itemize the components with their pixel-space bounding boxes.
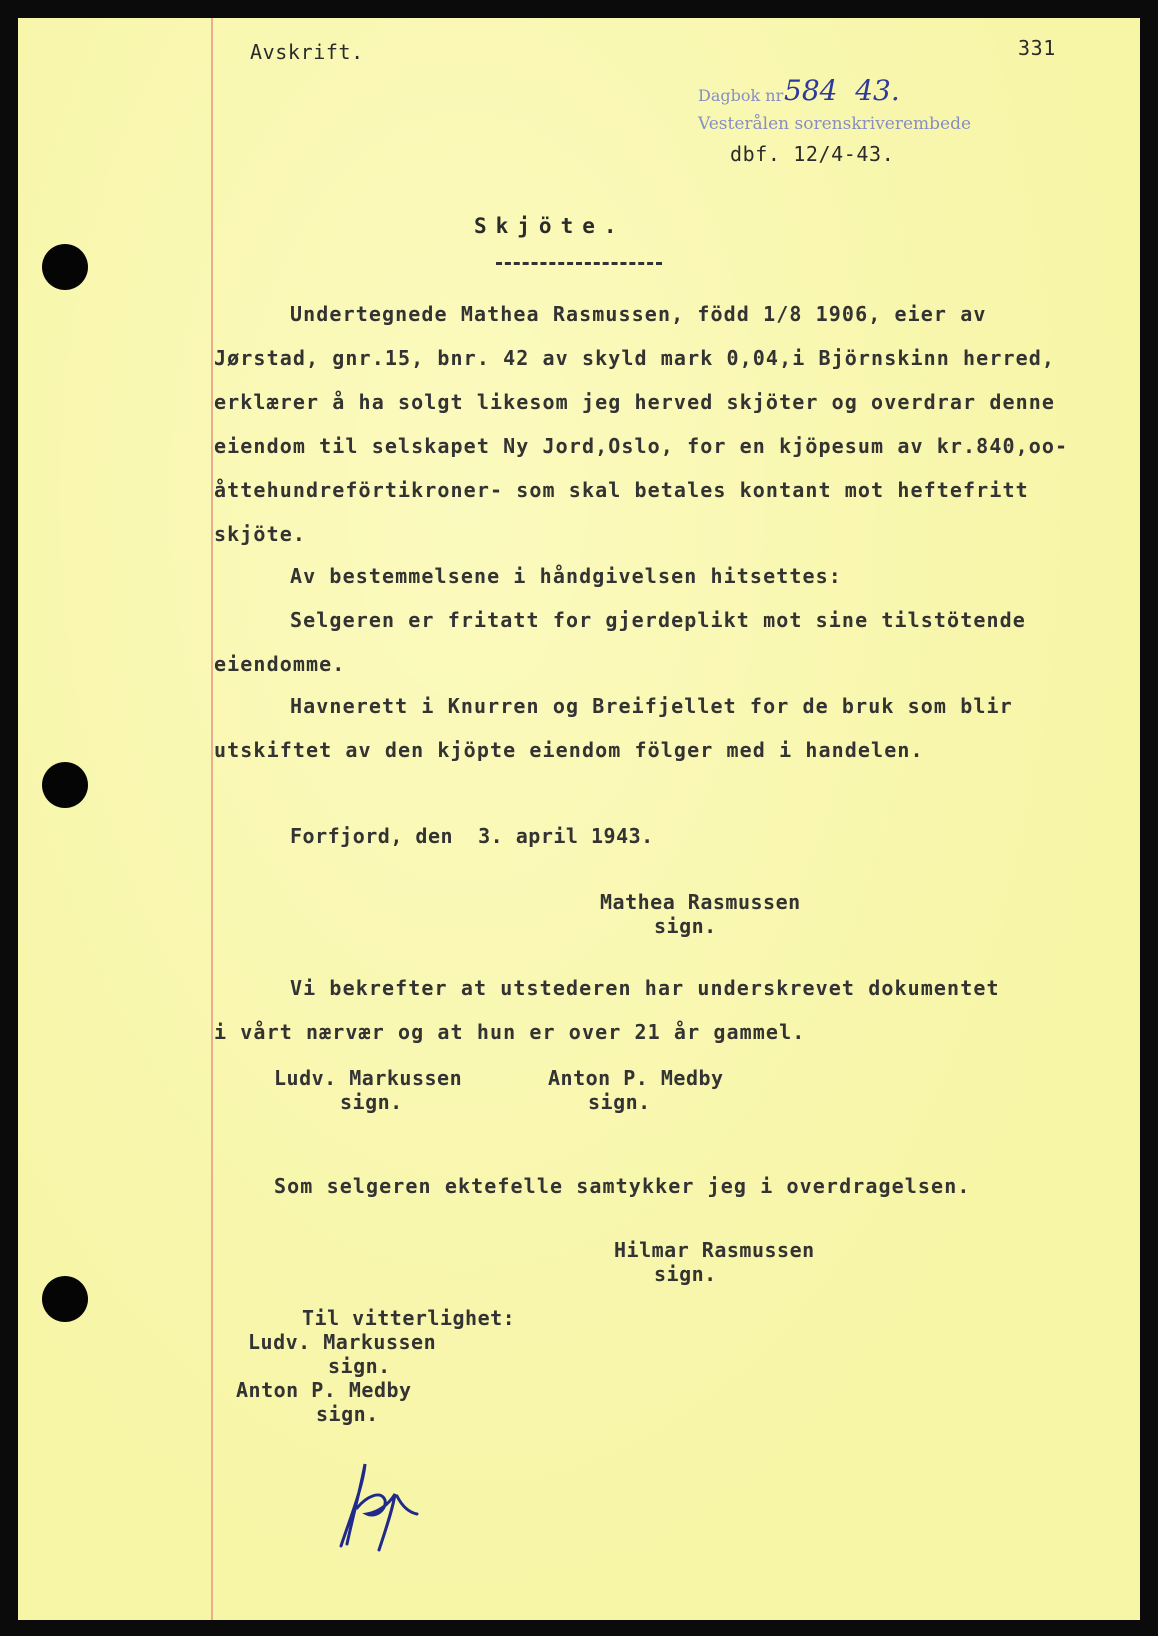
seller-sign: sign. [654, 914, 717, 938]
body-line: åttehundreförtikroner- som skal betales kontant mot heftefritt [214, 478, 1029, 502]
witness-name: Ludv. Markussen [274, 1066, 463, 1090]
body-line: skjöte. [214, 522, 306, 546]
punch-hole-bottom [42, 1276, 88, 1322]
dbf-line: dbf. 12/4-43. [730, 142, 895, 166]
margin-rule [211, 18, 213, 1620]
attestation-witness-sign: sign. [328, 1354, 391, 1378]
witness-sign: sign. [340, 1090, 403, 1114]
stamp-dagbok: Dagbok nr [698, 86, 784, 105]
body-line: erklærer å ha solgt likesom jeg herved skjöter og overdrar denne [214, 390, 1056, 414]
place-date: Forfjord, den 3. april 1943. [290, 824, 654, 848]
body-line: eiendomme. [214, 652, 346, 676]
attestation-witness-name: Ludv. Markussen [248, 1330, 437, 1354]
body-line: Av bestemmelsene i håndgivelsen hitsettes: [290, 564, 842, 588]
body-line: Undertegnede Mathea Rasmussen, född 1/8 1906, eier av [290, 302, 987, 326]
punch-hole-middle [42, 762, 88, 808]
body-line: utskiftet av den kjöpte eiendom fölger med i handelen. [214, 738, 924, 762]
document-title: Skjöte. [474, 214, 626, 238]
page-number: 331 [1018, 36, 1056, 60]
title-underline [496, 262, 662, 265]
spouse-name: Hilmar Rasmussen [614, 1238, 815, 1262]
spouse-sign: sign. [654, 1262, 717, 1286]
body-line: eiendom til selskapet Ny Jord,Oslo, for en kjöpesum av kr.840,oo- [214, 434, 1069, 458]
copy-label: Avskrift. [250, 40, 364, 64]
stamp-hand-number: 584 43. [784, 74, 900, 107]
witness-statement-line: Vi bekrefter at utstederen har underskrevet dokumentet [290, 976, 1000, 1000]
punch-hole-top [42, 244, 88, 290]
witness-sign: sign. [588, 1090, 651, 1114]
witness-statement-line: i vårt nærvær og at hun er over 21 år gammel. [214, 1020, 806, 1044]
spouse-consent: Som selgeren ektefelle samtykker jeg i overdragelsen. [274, 1174, 971, 1198]
body-line: Havnerett i Knurren og Breifjellet for de bruk som blir [290, 694, 1013, 718]
document-page [18, 18, 1140, 1620]
stamp-office: Vesterålen sorenskriverembede [698, 114, 972, 134]
attestation-witness-name: Anton P. Medby [236, 1378, 412, 1402]
handwritten-initials-signature [323, 1446, 433, 1556]
seller-name: Mathea Rasmussen [600, 890, 801, 914]
attestation-label: Til vitterlighet: [302, 1306, 516, 1330]
body-line: Jørstad, gnr.15, bnr. 42 av skyld mark 0,04,i Björnskinn herred, [214, 346, 1056, 370]
witness-name: Anton P. Medby [548, 1066, 724, 1090]
body-line: Selgeren er fritatt for gjerdeplikt mot sine tilstötende [290, 608, 1026, 632]
attestation-witness-sign: sign. [316, 1402, 379, 1426]
